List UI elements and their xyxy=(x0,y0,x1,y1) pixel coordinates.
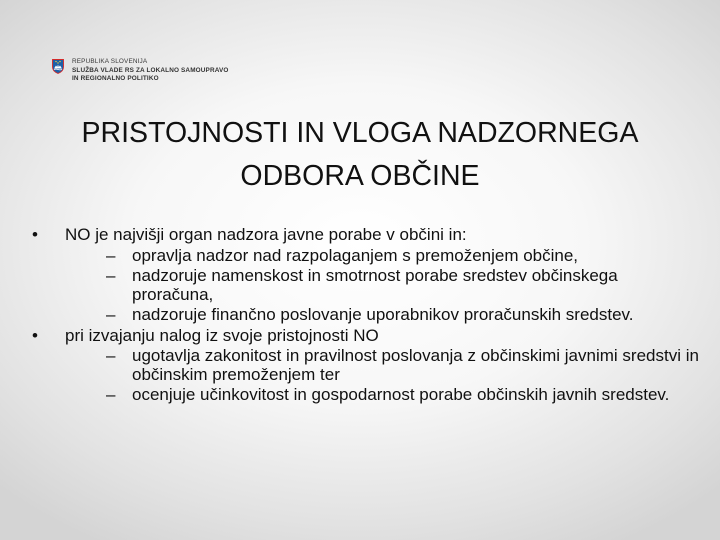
government-logo xyxy=(52,58,229,84)
slovenia-coat-of-arms-icon xyxy=(52,59,64,74)
sub-list xyxy=(65,347,702,405)
sub-item: – ugotavlja zakonitost in pravilnost poslovanja z občinskimi javnimi sredstvi in občinskim premoženjem ter xyxy=(65,347,702,384)
bullet-text: pri izvajanju nalog iz svoje pristojnosti NO xyxy=(65,325,379,345)
bullet-text: NO je najvišji organ nadzora javne porabe v občini in: xyxy=(65,225,467,244)
bullet-item xyxy=(32,327,702,405)
slide-title-line-2: ODBORA OBČINE xyxy=(240,160,480,192)
sub-item: – nadzoruje namenskost in smotrnost porabe sredstev občinskega proračuna, xyxy=(65,267,702,304)
sub-list xyxy=(65,247,702,325)
organization-name xyxy=(72,58,229,84)
slide-content xyxy=(32,226,702,407)
org-line-3: IN REGIONALNO POLITIKO xyxy=(72,75,159,83)
org-line-2: SLUŽBA VLADE RS ZA LOKALNO SAMOUPRAVO xyxy=(72,66,229,74)
org-line-1: REPUBLIKA SLOVENIJA xyxy=(72,58,148,65)
slide-title xyxy=(40,112,680,198)
sub-item: – nadzoruje finančno poslovanje uporabnikov proračunskih sredstev. xyxy=(65,306,702,325)
slide-title-line-1: PRISTOJNOSTI IN VLOGA NADZORNEGA xyxy=(81,117,639,149)
sub-item: – ocenjuje učinkovitost in gospodarnost porabe občinskih javnih sredstev. xyxy=(65,386,702,405)
bullet-item xyxy=(32,226,702,325)
sub-item: – opravlja nadzor nad razpolaganjem s premoženjem občine, xyxy=(65,247,702,266)
